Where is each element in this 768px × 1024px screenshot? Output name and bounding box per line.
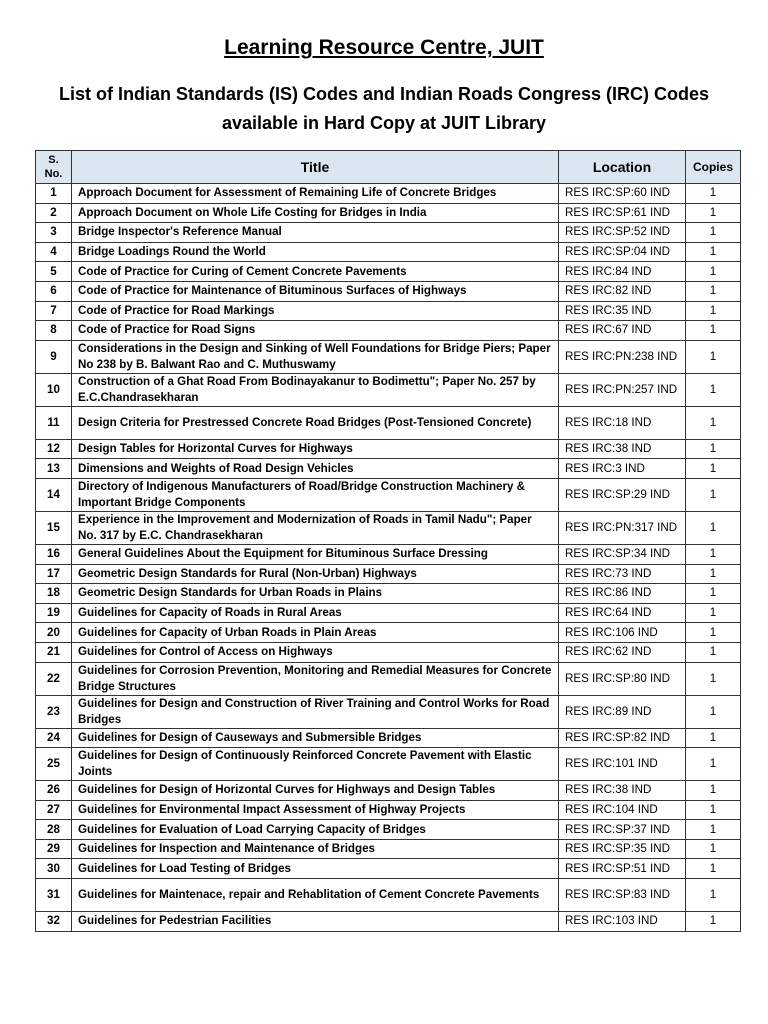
column-header-location: Location xyxy=(559,151,686,184)
row-title: Code of Practice for Curing of Cement Concrete Pavements xyxy=(72,262,559,282)
table-row xyxy=(36,781,741,801)
table-row xyxy=(36,459,741,479)
row-copies: 1 xyxy=(686,584,741,604)
table-row xyxy=(36,321,741,341)
table-row xyxy=(36,879,741,912)
subtitle-line-1: List of Indian Standards (IS) Codes and Indian Roads Congress (IRC) Codes xyxy=(58,84,710,104)
row-copies: 1 xyxy=(686,301,741,321)
row-copies: 1 xyxy=(686,781,741,801)
row-location: RES IRC:104 IND xyxy=(559,800,686,820)
row-serial-number: 12 xyxy=(36,439,72,459)
row-location: RES IRC:73 IND xyxy=(559,564,686,584)
row-location: RES IRC:38 IND xyxy=(559,781,686,801)
row-title: Code of Practice for Road Markings xyxy=(72,301,559,321)
row-title: Geometric Design Standards for Rural (Non-Urban) Highways xyxy=(72,564,559,584)
row-location: RES IRC:82 IND xyxy=(559,281,686,301)
table-row xyxy=(36,820,741,840)
row-title: Guidelines for Environmental Impact Assessment of Highway Projects xyxy=(72,800,559,820)
row-location: RES IRC:SP:51 IND xyxy=(559,859,686,879)
row-title: Geometric Design Standards for Urban Roads in Plains xyxy=(72,584,559,604)
row-serial-number: 7 xyxy=(36,301,72,321)
row-location: RES IRC:89 IND xyxy=(559,695,686,728)
row-location: RES IRC:101 IND xyxy=(559,748,686,781)
column-header-title: Title xyxy=(72,151,559,184)
row-serial-number: 24 xyxy=(36,728,72,748)
row-serial-number: 22 xyxy=(36,662,72,695)
row-location: RES IRC:35 IND xyxy=(559,301,686,321)
row-title: Guidelines for Evaluation of Load Carrying Capacity of Bridges xyxy=(72,820,559,840)
table-row xyxy=(36,242,741,262)
page-subtitle xyxy=(40,80,728,138)
page-title: Learning Resource Centre, JUIT xyxy=(224,36,544,59)
subtitle-line-2: available in Hard Copy at JUIT Library xyxy=(221,113,547,133)
table-body xyxy=(36,184,741,932)
row-location: RES IRC:PN:317 IND xyxy=(559,511,686,544)
table-row xyxy=(36,623,741,643)
column-header-serial-number xyxy=(36,151,72,184)
row-serial-number: 2 xyxy=(36,203,72,223)
row-title: Guidelines for Design of Causeways and Submersible Bridges xyxy=(72,728,559,748)
row-serial-number: 15 xyxy=(36,511,72,544)
row-location: RES IRC:84 IND xyxy=(559,262,686,282)
row-copies: 1 xyxy=(686,800,741,820)
row-copies: 1 xyxy=(686,223,741,243)
row-location: RES IRC:SP:37 IND xyxy=(559,820,686,840)
table-row xyxy=(36,584,741,604)
row-copies: 1 xyxy=(686,859,741,879)
row-title: Code of Practice for Road Signs xyxy=(72,321,559,341)
row-location: RES IRC:64 IND xyxy=(559,603,686,623)
row-location: RES IRC:SP:60 IND xyxy=(559,184,686,204)
row-copies: 1 xyxy=(686,820,741,840)
row-title: Guidelines for Maintenace, repair and Rehablitation of Cement Concrete Pavements xyxy=(72,879,559,912)
row-title: General Guidelines About the Equipment for Bituminous Surface Dressing xyxy=(72,544,559,564)
row-title: Code of Practice for Maintenance of Bituminous Surfaces of Highways xyxy=(72,281,559,301)
row-copies: 1 xyxy=(686,203,741,223)
row-title: Dimensions and Weights of Road Design Vehicles xyxy=(72,459,559,479)
row-copies: 1 xyxy=(686,459,741,479)
row-serial-number: 23 xyxy=(36,695,72,728)
row-serial-number: 30 xyxy=(36,859,72,879)
row-copies: 1 xyxy=(686,623,741,643)
row-serial-number: 31 xyxy=(36,879,72,912)
row-title: Guidelines for Design and Construction of River Training and Control Works for Road Bridges xyxy=(72,695,559,728)
table-row xyxy=(36,511,741,544)
row-serial-number: 20 xyxy=(36,623,72,643)
row-copies: 1 xyxy=(686,879,741,912)
standards-table xyxy=(35,150,741,932)
row-location: RES IRC:86 IND xyxy=(559,584,686,604)
row-title: Guidelines for Design of Continuously Reinforced Concrete Pavement with Elastic Joints xyxy=(72,748,559,781)
row-location: RES IRC:38 IND xyxy=(559,439,686,459)
row-serial-number: 25 xyxy=(36,748,72,781)
row-copies: 1 xyxy=(686,406,741,439)
row-location: RES IRC:PN:238 IND xyxy=(559,340,686,373)
row-title: Guidelines for Capacity of Urban Roads in Plain Areas xyxy=(72,623,559,643)
row-location: RES IRC:103 IND xyxy=(559,912,686,932)
row-serial-number: 4 xyxy=(36,242,72,262)
row-copies: 1 xyxy=(686,839,741,859)
row-copies: 1 xyxy=(686,544,741,564)
table-row xyxy=(36,301,741,321)
row-location: RES IRC:SP:80 IND xyxy=(559,662,686,695)
row-copies: 1 xyxy=(686,262,741,282)
sn-header-line-2: No. xyxy=(44,168,63,180)
row-title: Guidelines for Load Testing of Bridges xyxy=(72,859,559,879)
row-copies: 1 xyxy=(686,603,741,623)
table-row xyxy=(36,478,741,511)
table-row xyxy=(36,373,741,406)
table-row xyxy=(36,800,741,820)
row-copies: 1 xyxy=(686,373,741,406)
table-row xyxy=(36,564,741,584)
row-serial-number: 29 xyxy=(36,839,72,859)
row-serial-number: 17 xyxy=(36,564,72,584)
row-location: RES IRC:106 IND xyxy=(559,623,686,643)
table-row xyxy=(36,262,741,282)
table-row xyxy=(36,642,741,662)
row-copies: 1 xyxy=(686,281,741,301)
row-serial-number: 13 xyxy=(36,459,72,479)
row-location: RES IRC:SP:04 IND xyxy=(559,242,686,262)
row-location: RES IRC:SP:52 IND xyxy=(559,223,686,243)
row-serial-number: 3 xyxy=(36,223,72,243)
table-row xyxy=(36,544,741,564)
table-header-row xyxy=(36,151,741,184)
table-row xyxy=(36,603,741,623)
row-title: Guidelines for Capacity of Roads in Rural Areas xyxy=(72,603,559,623)
row-location: RES IRC:SP:61 IND xyxy=(559,203,686,223)
row-copies: 1 xyxy=(686,242,741,262)
row-serial-number: 28 xyxy=(36,820,72,840)
row-serial-number: 16 xyxy=(36,544,72,564)
row-copies: 1 xyxy=(686,511,741,544)
row-location: RES IRC:SP:82 IND xyxy=(559,728,686,748)
table-row xyxy=(36,340,741,373)
row-title: Guidelines for Pedestrian Facilities xyxy=(72,912,559,932)
row-location: RES IRC:SP:35 IND xyxy=(559,839,686,859)
row-serial-number: 14 xyxy=(36,478,72,511)
row-serial-number: 32 xyxy=(36,912,72,932)
row-title: Guidelines for Design of Horizontal Curves for Highways and Design Tables xyxy=(72,781,559,801)
row-title: Guidelines for Corrosion Prevention, Monitoring and Remedial Measures for Concrete Bridge Structures xyxy=(72,662,559,695)
row-location: RES IRC:PN:257 IND xyxy=(559,373,686,406)
row-title: Design Criteria for Prestressed Concrete Road Bridges (Post-Tensioned Concrete) xyxy=(72,406,559,439)
row-copies: 1 xyxy=(686,695,741,728)
row-copies: 1 xyxy=(686,728,741,748)
table-row xyxy=(36,859,741,879)
row-title: Guidelines for Control of Access on Highways xyxy=(72,642,559,662)
row-title: Design Tables for Horizontal Curves for Highways xyxy=(72,439,559,459)
row-title: Experience in the Improvement and Modernization of Roads in Tamil Nadu"; Paper No. 317 by E.C. Chandrasekharan xyxy=(72,511,559,544)
row-copies: 1 xyxy=(686,748,741,781)
row-serial-number: 18 xyxy=(36,584,72,604)
row-serial-number: 11 xyxy=(36,406,72,439)
row-title: Approach Document for Assessment of Remaining Life of Concrete Bridges xyxy=(72,184,559,204)
row-serial-number: 5 xyxy=(36,262,72,282)
row-copies: 1 xyxy=(686,340,741,373)
table-row xyxy=(36,839,741,859)
row-serial-number: 10 xyxy=(36,373,72,406)
row-serial-number: 19 xyxy=(36,603,72,623)
row-title: Approach Document on Whole Life Costing for Bridges in India xyxy=(72,203,559,223)
row-copies: 1 xyxy=(686,662,741,695)
row-serial-number: 26 xyxy=(36,781,72,801)
table-row xyxy=(36,406,741,439)
row-location: RES IRC:SP:34 IND xyxy=(559,544,686,564)
row-location: RES IRC:62 IND xyxy=(559,642,686,662)
row-serial-number: 6 xyxy=(36,281,72,301)
row-title: Construction of a Ghat Road From Bodinayakanur to Bodimettu"; Paper No. 257 by E.C.Chandrasekharan xyxy=(72,373,559,406)
row-title: Considerations in the Design and Sinking of Well Foundations for Bridge Piers; Paper No 238 by B. Balwant Rao and C. Muthuswamy xyxy=(72,340,559,373)
table-row xyxy=(36,184,741,204)
table-row xyxy=(36,203,741,223)
table-row xyxy=(36,912,741,932)
row-copies: 1 xyxy=(686,642,741,662)
row-location: RES IRC:SP:83 IND xyxy=(559,879,686,912)
table-row xyxy=(36,662,741,695)
row-copies: 1 xyxy=(686,321,741,341)
row-location: RES IRC:67 IND xyxy=(559,321,686,341)
table-row xyxy=(36,728,741,748)
row-serial-number: 9 xyxy=(36,340,72,373)
row-location: RES IRC:18 IND xyxy=(559,406,686,439)
row-location: RES IRC:3 IND xyxy=(559,459,686,479)
row-title: Bridge Inspector's Reference Manual xyxy=(72,223,559,243)
row-copies: 1 xyxy=(686,478,741,511)
table-row xyxy=(36,748,741,781)
row-serial-number: 21 xyxy=(36,642,72,662)
table-row xyxy=(36,439,741,459)
row-title: Directory of Indigenous Manufacturers of Road/Bridge Construction Machinery & Important Bridge Components xyxy=(72,478,559,511)
row-copies: 1 xyxy=(686,912,741,932)
sn-header-line-1: S. xyxy=(48,154,59,166)
row-location: RES IRC:SP:29 IND xyxy=(559,478,686,511)
row-title: Guidelines for Inspection and Maintenance of Bridges xyxy=(72,839,559,859)
row-serial-number: 1 xyxy=(36,184,72,204)
row-copies: 1 xyxy=(686,564,741,584)
row-copies: 1 xyxy=(686,184,741,204)
row-serial-number: 8 xyxy=(36,321,72,341)
column-header-copies: Copies xyxy=(686,151,741,184)
table-row xyxy=(36,695,741,728)
row-copies: 1 xyxy=(686,439,741,459)
table-row xyxy=(36,223,741,243)
row-serial-number: 27 xyxy=(36,800,72,820)
table-row xyxy=(36,281,741,301)
row-title: Bridge Loadings Round the World xyxy=(72,242,559,262)
